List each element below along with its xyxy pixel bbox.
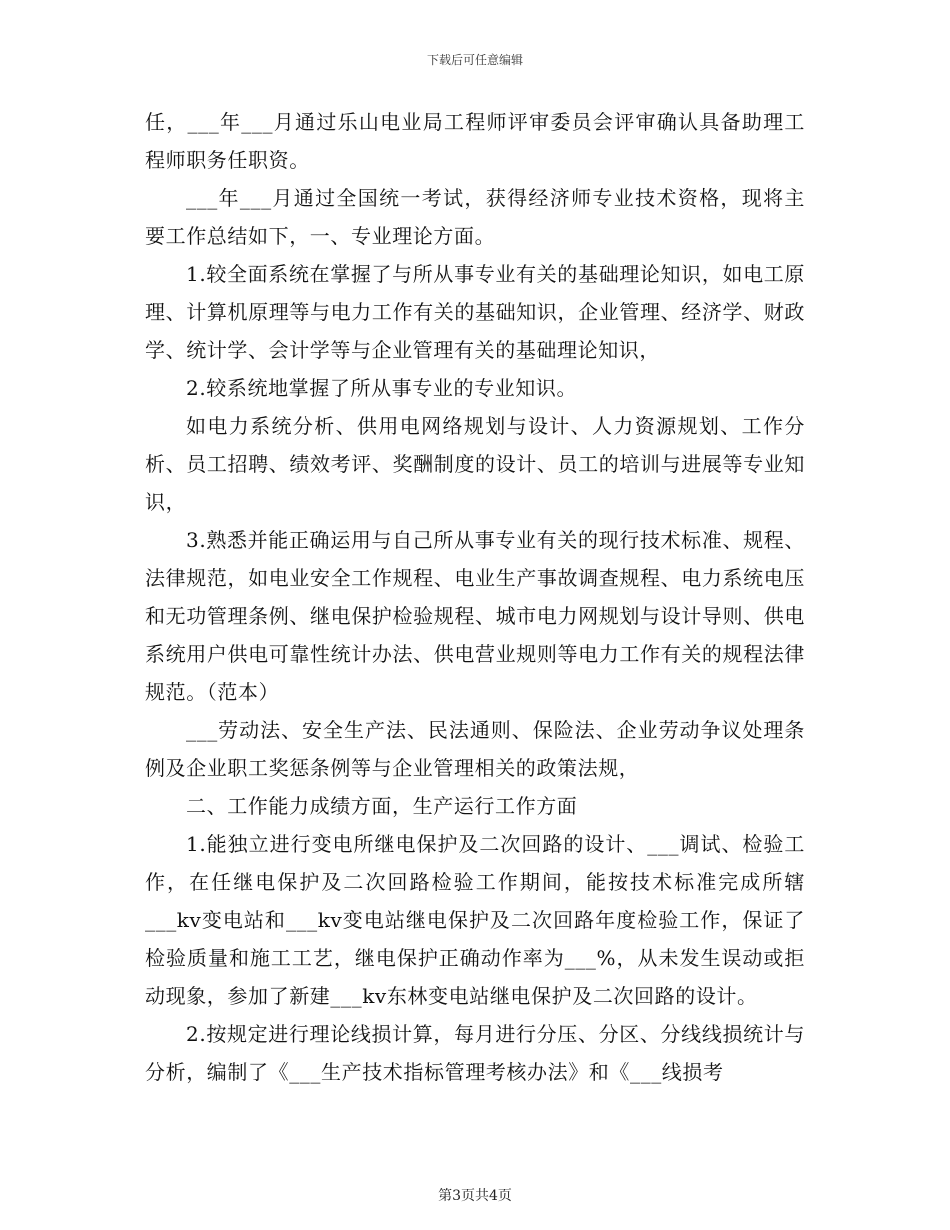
paragraph-1: 任，___年___月通过乐山电业局工程师评审委员会评审确认具备助理工程师职务任职资。 <box>145 110 805 172</box>
paragraph-7: ___劳动法、安全生产法、民法通则、保险法、企业劳动争议处理条例及企业职工奖惩条例等与企业管理相关的政策法规， <box>145 718 805 780</box>
paragraph-9: 1.能独立进行变电所继电保护及二次回路的设计、___调试、检验工作，在任继电保护及二次回路检验工作期间，能按技术标准完成所辖___kv变电站和___kv变电站继电保护及二次回路年度检验工作，保证了检验质量和施工工艺，继电保护正确动作率为___%，从未发生误动或拒动现象，参加了新建___kv东林变电站继电保护及二次回路的设计。 <box>145 832 805 1008</box>
paragraph-2: ___年___月通过全国统一考试，获得经济师专业技术资格，现将主要工作总结如下，一、专业理论方面。 <box>145 186 805 248</box>
page-header: 下载后可任意编辑 <box>426 53 523 67</box>
paragraph-8: 二、工作能力成绩方面，生产运行工作方面 <box>186 794 578 818</box>
paragraph-4: 2.较系统地掌握了所从事专业的专业知识。 <box>186 376 578 400</box>
paragraph-3: 1.较全面系统在掌握了与所从事专业有关的基础理论知识，如电工原理、计算机原理等与电力工作有关的基础知识，企业管理、经济学、财政学、统计学、会计学等与企业管理有关的基础理论知识， <box>145 262 805 362</box>
page-footer: 第3页共4页 <box>438 1188 512 1204</box>
paragraph-6: 3.熟悉并能正确运用与自己所从事专业有关的现行技术标准、规程、法律规范，如电业安全工作规程、电业生产事故调查规程、电力系统电压和无功管理条例、继电保护检验规程、城市电力网规划与设计导则、供电系统用户供电可靠性统计办法、供电营业规则等电力工作有关的规程法律规范。（范本） <box>145 528 805 704</box>
paragraph-5: 如电力系统分析、供用电网络规划与设计、人力资源规划、工作分析、员工招聘、绩效考评、奖酬制度的设计、员工的培训与进展等专业知识， <box>145 414 805 514</box>
document-body <box>145 103 805 1091</box>
paragraph-10: 2.按规定进行理论线损计算，每月进行分压、分区、分线线损统计与分析，编制了《___生产技术指标管理考核办法》和《___线损考 <box>145 1022 805 1084</box>
